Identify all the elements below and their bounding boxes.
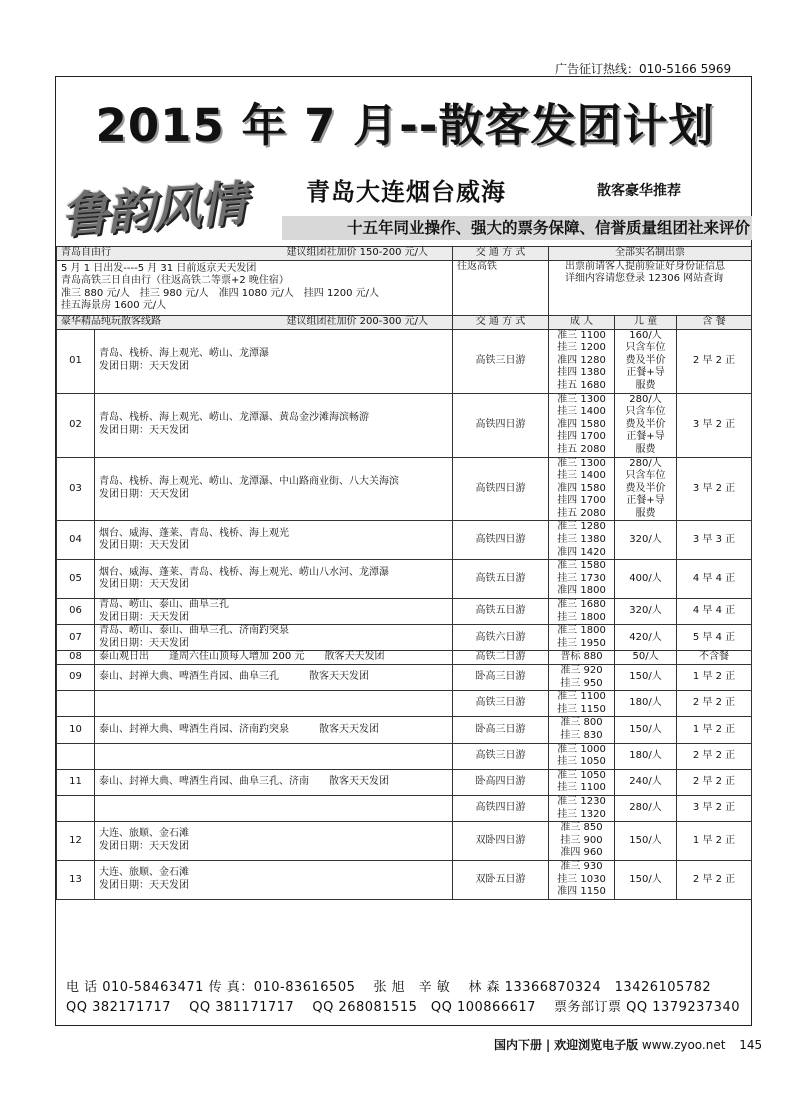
tour-transport: 卧高三日游	[453, 717, 549, 743]
tour-route	[95, 521, 453, 560]
s1-col-transport: 交 通 方 式	[453, 247, 549, 261]
child-price-line: 280/人	[629, 457, 662, 469]
s1-line: 5 月 1 日出发----5 月 31 日前返京天天发团	[61, 262, 257, 274]
tour-adult-price	[549, 795, 615, 821]
tour-transport: 双卧五日游	[453, 860, 549, 899]
adult-price-line: 准三 1050	[557, 769, 606, 781]
s1-notice	[549, 260, 752, 315]
tour-adult-price	[549, 329, 615, 393]
tour-row	[57, 665, 752, 691]
tour-adult-price	[549, 625, 615, 651]
adult-price-line: 准四 1420	[557, 546, 606, 558]
adult-price-line: 挂三 1320	[557, 808, 606, 820]
child-price-line: 费及半价	[625, 354, 666, 366]
tour-route	[95, 717, 453, 743]
tour-depart-date: 发团日期：天天发团	[99, 611, 189, 623]
tour-child-price	[615, 717, 677, 743]
subtitle: 青岛大连烟台威海	[306, 178, 506, 206]
adult-price-line: 挂三 1950	[557, 637, 606, 649]
s1-price-note: 建议组团社加价 150-200 元/人	[286, 247, 429, 258]
tour-row	[57, 521, 752, 560]
s1-line: 挂五海景房 1600 元/人	[61, 300, 167, 312]
tour-adult-price	[549, 691, 615, 717]
adult-price-line: 挂三 1030	[557, 873, 606, 885]
tour-transport: 卧高四日游	[453, 769, 549, 795]
child-price-line: 280/人	[629, 802, 662, 814]
child-price-line: 180/人	[629, 697, 662, 709]
tour-row	[57, 457, 752, 521]
tour-route-text: 青岛、栈桥、海上观光、崂山、龙潭瀑	[99, 348, 269, 360]
tour-number: 01	[57, 329, 95, 393]
s2-price-note: 建议组团社加价 200-300 元/人	[286, 315, 429, 327]
tour-row	[57, 625, 752, 651]
adult-price-line: 准三 800	[560, 717, 603, 729]
child-price-line: 150/人	[629, 873, 662, 885]
adult-price-line: 准三 1100	[557, 691, 606, 703]
adult-price-line: 挂三 900	[560, 834, 603, 846]
adult-price-line: 挂三 1730	[557, 572, 606, 584]
adult-price-line: 准三 1100	[557, 329, 606, 341]
tour-adult-price	[549, 393, 615, 457]
s1-line: 青岛高铁三日自由行（往返高铁二等票+2 晚住宿）	[61, 275, 289, 287]
s2-col-meal: 含 餐	[677, 315, 752, 329]
child-price-line: 正餐+导	[626, 495, 665, 507]
tour-adult-price	[549, 822, 615, 861]
tour-transport: 高铁四日游	[453, 795, 549, 821]
tour-meals: 2 早 2 正	[677, 329, 752, 393]
adult-price-line: 挂三 1100	[557, 782, 606, 794]
tour-number	[57, 691, 95, 717]
tour-meals: 2 早 2 正	[677, 769, 752, 795]
tour-adult-price	[549, 599, 615, 625]
page-footer	[494, 1036, 762, 1053]
adult-price-line: 挂三 950	[560, 677, 603, 689]
tour-adult-price	[549, 769, 615, 795]
tour-depart-date: 发团日期：天天发团	[99, 361, 189, 373]
adult-price-line: 准三 1800	[557, 625, 606, 637]
child-price-line: 180/人	[629, 749, 662, 761]
tour-number: 03	[57, 457, 95, 521]
tour-route	[95, 743, 453, 769]
s2-header	[57, 315, 453, 329]
tour-route	[95, 393, 453, 457]
child-price-line: 只含车位	[625, 406, 666, 418]
tour-child-price	[615, 599, 677, 625]
adult-price-line: 挂五 2080	[557, 443, 606, 455]
child-price-line: 服费	[635, 443, 656, 455]
tour-transport: 高铁四日游	[453, 457, 549, 521]
tour-route-text: 青岛、崂山、泰山、曲阜三孔	[99, 599, 229, 611]
adult-price-line: 普标 880	[560, 651, 603, 663]
tour-meals: 3 早 2 正	[677, 457, 752, 521]
tour-route-text: 烟台、威海、蓬莱、青岛、栈桥、海上观光	[99, 527, 289, 539]
child-price-line: 只含车位	[625, 342, 666, 354]
adult-price-line: 准三 930	[560, 860, 603, 872]
child-price-line: 240/人	[629, 776, 662, 788]
tour-route	[95, 599, 453, 625]
page-title: 2015 年 7 月--散客发团计划	[95, 99, 715, 152]
tour-meals: 不含餐	[677, 651, 752, 665]
s2-col-adult: 成 人	[549, 315, 615, 329]
tour-adult-price	[549, 521, 615, 560]
adult-price-line: 准四 1800	[557, 585, 606, 597]
s2-header-row	[57, 315, 752, 329]
adult-price-line: 挂三 1200	[557, 342, 606, 354]
tour-route-text: 泰山、封禅大典、啤酒生肖园、济南趵突泉 散客天天发团	[99, 723, 379, 735]
tour-transport: 高铁三日游	[453, 329, 549, 393]
footer-ebook: 欢迎浏览电子版	[554, 1038, 639, 1052]
tour-route-text: 大连、旅顺、金石滩	[99, 867, 189, 879]
adult-price-line: 挂五 1680	[557, 379, 606, 391]
tour-child-price	[615, 329, 677, 393]
adult-price-line: 挂四 1380	[557, 367, 606, 379]
adult-price-line: 准三 1300	[557, 457, 606, 469]
s1-header	[57, 247, 453, 261]
child-price-line: 只含车位	[625, 470, 666, 482]
tour-adult-price	[549, 743, 615, 769]
tour-row	[57, 691, 752, 717]
footer-separator: |	[545, 1038, 551, 1052]
tour-row	[57, 822, 752, 861]
adult-price-line: 准四 1280	[557, 354, 606, 366]
tour-adult-price	[549, 717, 615, 743]
tour-route	[95, 560, 453, 599]
s1-notice-line: 详细内容请您登录 12306 网站查询	[565, 273, 724, 285]
s1-transport: 往返高铁	[453, 260, 549, 315]
footer-url[interactable]: www.zyoo.net	[641, 1038, 726, 1052]
tour-child-price	[615, 795, 677, 821]
page-number: 145	[739, 1038, 763, 1052]
tour-route-text: 泰山、封禅大典、啤酒生肖园、曲阜三孔、济南 散客天天发团	[99, 776, 389, 788]
tour-adult-price	[549, 560, 615, 599]
tour-route-text: 青岛、栈桥、海上观光、崂山、龙潭瀑、黄岛金沙滩海滨畅游	[99, 412, 369, 424]
tour-number	[57, 795, 95, 821]
tour-depart-date: 发团日期：天天发团	[99, 841, 189, 853]
adult-price-line: 准三 850	[560, 822, 603, 834]
child-price-line: 150/人	[629, 834, 662, 846]
tour-route-text: 泰山观日出 逢周六住山顶每人增加 200 元 散客天天发团	[99, 651, 385, 663]
tour-transport: 卧高三日游	[453, 665, 549, 691]
tour-number: 09	[57, 665, 95, 691]
s1-notice-line: 出票前请客人提前验证好身份证信息	[565, 260, 726, 272]
adult-price-line: 准三 1680	[557, 599, 606, 611]
tour-route	[95, 651, 453, 665]
tour-adult-price	[549, 457, 615, 521]
adult-price-line: 挂三 1380	[557, 534, 606, 546]
tour-row	[57, 560, 752, 599]
tour-child-price	[615, 560, 677, 599]
tour-row	[57, 769, 752, 795]
adult-price-line: 挂三 830	[560, 729, 603, 741]
tour-depart-date: 发团日期：天天发团	[99, 579, 189, 591]
tour-meals: 4 早 4 正	[677, 560, 752, 599]
tour-number	[57, 743, 95, 769]
child-price-line: 280/人	[629, 393, 662, 405]
tour-row	[57, 651, 752, 665]
child-price-line: 正餐+导	[626, 431, 665, 443]
tour-child-price	[615, 665, 677, 691]
tour-child-price	[615, 393, 677, 457]
tour-route	[95, 625, 453, 651]
adult-price-line: 挂三 1050	[557, 756, 606, 768]
s1-col-ticket: 全部实名制出票	[549, 247, 752, 261]
tour-child-price	[615, 521, 677, 560]
adult-price-line: 挂三 1800	[557, 611, 606, 623]
tour-table	[56, 246, 752, 900]
tour-route	[95, 769, 453, 795]
tour-route-text: 大连、旅顺、金石滩	[99, 828, 189, 840]
tour-route-text: 烟台、威海、蓬莱、青岛、栈桥、海上观光、崂山八水河、龙潭瀑	[99, 566, 389, 578]
tour-number: 10	[57, 717, 95, 743]
tour-route	[95, 329, 453, 393]
child-price-line: 费及半价	[625, 482, 666, 494]
child-price-line: 服费	[635, 507, 656, 519]
tour-meals: 4 早 4 正	[677, 599, 752, 625]
child-price-line: 费及半价	[625, 418, 666, 430]
child-price-line: 正餐+导	[626, 367, 665, 379]
tour-child-price	[615, 822, 677, 861]
adult-price-line: 准三 1000	[557, 743, 606, 755]
contact-info	[66, 978, 740, 1018]
contact-line-qq: QQ 382171717 QQ 381171717 QQ 268081515 QQ 100866617 票务部订票 QQ 1379237340	[66, 1000, 740, 1015]
tour-route	[95, 822, 453, 861]
child-price-line: 150/人	[629, 723, 662, 735]
child-price-line: 320/人	[629, 534, 662, 546]
tour-row	[57, 393, 752, 457]
s2-name: 豪华精品纯玩散客线路	[61, 315, 161, 327]
tour-child-price	[615, 769, 677, 795]
contact-line-phone: 电 话 010-58463471 传 真：010-83616505 张 旭 辛 敏 林 森 13366870324 13426105782	[66, 980, 712, 995]
tour-child-price	[615, 860, 677, 899]
tour-transport: 高铁四日游	[453, 393, 549, 457]
child-price-line: 150/人	[629, 671, 662, 683]
tour-route-text: 泰山、封禅大典、啤酒生肖园、曲阜三孔 散客天天发团	[99, 671, 369, 683]
tour-child-price	[615, 651, 677, 665]
adult-price-line: 准四 1580	[557, 482, 606, 494]
adult-price-line: 准三 1580	[557, 560, 606, 572]
tour-transport: 高铁二日游	[453, 651, 549, 665]
adult-price-line: 挂五 2080	[557, 507, 606, 519]
tour-number: 13	[57, 860, 95, 899]
tour-row	[57, 717, 752, 743]
tour-child-price	[615, 743, 677, 769]
child-price-line: 320/人	[629, 605, 662, 617]
tour-meals: 1 早 2 正	[677, 665, 752, 691]
tour-route	[95, 860, 453, 899]
tour-meals: 5 早 4 正	[677, 625, 752, 651]
s1-name: 青岛自由行	[61, 247, 111, 258]
tour-number: 07	[57, 625, 95, 651]
adult-price-line: 准三 920	[560, 665, 603, 676]
tour-transport: 高铁五日游	[453, 560, 549, 599]
adult-price-line: 挂三 1150	[557, 703, 606, 715]
tour-row	[57, 743, 752, 769]
tour-number: 06	[57, 599, 95, 625]
tour-adult-price	[549, 651, 615, 665]
tour-row	[57, 795, 752, 821]
adult-price-line: 准三 1280	[557, 521, 606, 533]
tour-meals: 1 早 2 正	[677, 717, 752, 743]
tour-transport: 高铁六日游	[453, 625, 549, 651]
adult-price-line: 准四 1580	[557, 418, 606, 430]
tour-meals: 3 早 3 正	[677, 521, 752, 560]
tour-route	[95, 691, 453, 717]
s1-body-row	[57, 260, 752, 315]
tour-number: 02	[57, 393, 95, 457]
adult-price-line: 准四 960	[560, 847, 603, 859]
child-price-line: 160/人	[629, 329, 662, 341]
adult-price-line: 挂三 1400	[557, 470, 606, 482]
tour-number: 12	[57, 822, 95, 861]
s1-header-row	[57, 247, 752, 261]
adult-price-line: 准三 1300	[557, 393, 606, 405]
tour-transport: 高铁五日游	[453, 599, 549, 625]
tour-meals: 2 早 2 正	[677, 860, 752, 899]
tour-depart-date: 发团日期：天天发团	[99, 879, 189, 891]
adult-price-line: 挂四 1700	[557, 495, 606, 507]
tour-transport: 双卧四日游	[453, 822, 549, 861]
tour-number: 05	[57, 560, 95, 599]
tour-depart-date: 发团日期：天天发团	[99, 488, 189, 500]
tour-route	[95, 665, 453, 691]
tour-route	[95, 795, 453, 821]
tour-number: 11	[57, 769, 95, 795]
tour-row	[57, 329, 752, 393]
tour-route-text: 青岛、崂山、泰山、曲阜三孔、济南趵突泉	[99, 625, 289, 637]
tour-meals: 2 早 2 正	[677, 743, 752, 769]
tour-child-price	[615, 625, 677, 651]
tour-transport: 高铁三日游	[453, 743, 549, 769]
tour-child-price	[615, 691, 677, 717]
tour-row	[57, 860, 752, 899]
adult-price-line: 挂四 1700	[557, 431, 606, 443]
tour-route-text: 青岛、栈桥、海上观光、崂山、龙潭瀑、中山路商业街、八大关海滨	[99, 476, 399, 488]
tour-meals: 2 早 2 正	[677, 691, 752, 717]
adult-price-line: 准四 1150	[557, 886, 606, 898]
tour-child-price	[615, 457, 677, 521]
ad-hotline: 广告征订热线：010-5166 5969	[555, 62, 732, 76]
tour-depart-date: 发团日期：天天发团	[99, 637, 189, 649]
child-price-line: 服费	[635, 379, 656, 391]
tour-meals: 3 早 2 正	[677, 795, 752, 821]
tour-depart-date: 发团日期：天天发团	[99, 540, 189, 552]
child-price-line: 400/人	[629, 572, 662, 584]
child-price-line: 420/人	[629, 631, 662, 643]
tour-adult-price	[549, 665, 615, 691]
s2-col-transport: 交 通 方 式	[453, 315, 549, 329]
tour-adult-price	[549, 860, 615, 899]
tour-route	[95, 457, 453, 521]
tour-meals: 3 早 2 正	[677, 393, 752, 457]
adult-price-line: 挂三 1400	[557, 406, 606, 418]
tour-number: 08	[57, 651, 95, 665]
tour-row	[57, 599, 752, 625]
adult-price-line: 准三 1230	[557, 795, 606, 807]
s2-col-child: 儿 童	[615, 315, 677, 329]
tour-transport: 高铁三日游	[453, 691, 549, 717]
tour-meals: 1 早 2 正	[677, 822, 752, 861]
footer-section: 国内下册	[494, 1038, 543, 1052]
brand-logo: 鲁韵风情	[58, 175, 247, 245]
tour-number: 04	[57, 521, 95, 560]
s1-details	[57, 260, 453, 315]
tour-depart-date: 发团日期：天天发团	[99, 425, 189, 437]
recommend-tag: 散客豪华推荐	[597, 183, 681, 199]
slogan-banner: 十五年同业操作、强大的票务保障、信誉质量组团社来评价	[282, 216, 752, 240]
s1-line: 准三 880 元/人 挂三 980 元/人 准四 1080 元/人 挂四 1200 元/人	[61, 287, 379, 299]
tour-transport: 高铁四日游	[453, 521, 549, 560]
child-price-line: 50/人	[632, 651, 659, 663]
